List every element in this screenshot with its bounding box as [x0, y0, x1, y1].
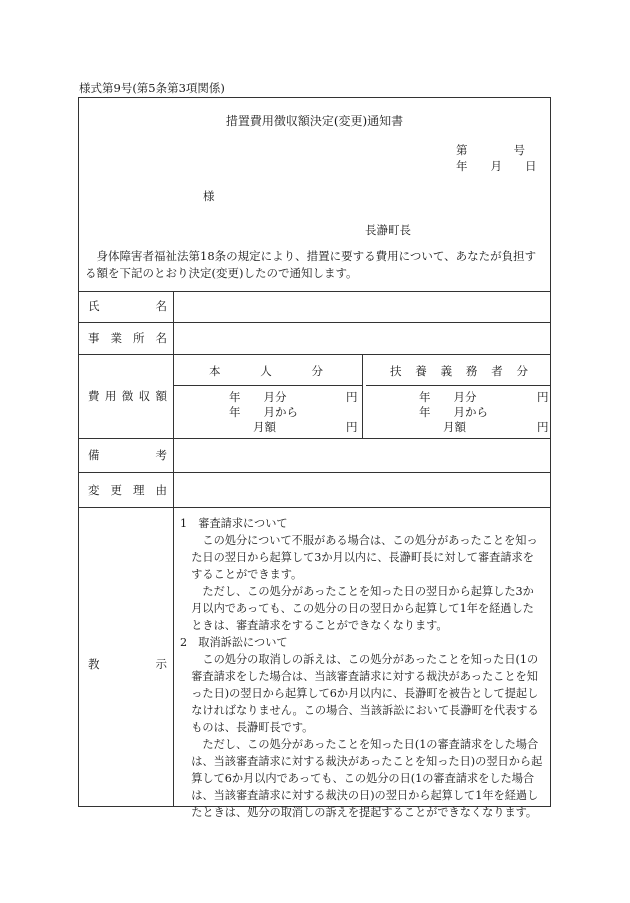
addressee-suffix: 様: [203, 189, 215, 203]
change-reason-label: 変 更 理 由: [88, 483, 167, 497]
row-divider: [79, 291, 550, 292]
issuer-name: 長瀞町長: [365, 223, 411, 237]
row-divider: [79, 322, 550, 323]
supporter-monthly-label: 月額: [443, 420, 466, 434]
self-monthly-yen: 円: [346, 420, 358, 434]
instruction-heading-1: 1 審査請求について: [180, 517, 288, 530]
row-divider: [79, 354, 550, 355]
instruction-label: 教 示: [88, 657, 167, 671]
supporter-monthly-yen: 円: [537, 420, 549, 434]
supporter-from-month: 年 月から: [419, 405, 488, 419]
fee-subheader-line: [366, 385, 550, 386]
fee-label: 費 用 徴 収 額: [88, 389, 167, 403]
instruction-paragraph-2: ただし、この処分があったことを知った日の翌日から起算した3か月以内であっても、この処分の日の翌日から起算して1年を経過したときは、審査請求をすることができなくなります。: [191, 585, 534, 632]
document-title: 措置費用徴収額決定(変更)通知書: [225, 114, 404, 128]
self-month-portion: 年 月分: [229, 390, 287, 404]
fee-subheader-line: [173, 385, 362, 386]
office-name-label: 事 業 所 名: [88, 331, 167, 345]
row-divider: [79, 472, 550, 473]
notice-paragraph: 身体障害者福祉法第18条の規定により、措置に要する費用について、あなたが負担する額を下記のとおり決定(変更)したので通知します。: [85, 249, 537, 280]
self-from-month: 年 月から: [229, 405, 298, 419]
form-number-label: 様式第9号(第5条第3項関係): [79, 81, 225, 95]
self-yen: 円: [346, 390, 358, 404]
instruction-paragraph-1: この処分について不服がある場合は、この処分があったことを知った日の翌日から起算して3か月以内に、長瀞町長に対して審査請求をすることができます。: [191, 534, 538, 581]
column-divider: [173, 291, 174, 807]
self-monthly-label: 月額: [253, 420, 276, 434]
supporter-month-portion: 年 月分: [419, 390, 477, 404]
row-divider: [79, 438, 550, 439]
supporter-yen: 円: [537, 390, 549, 404]
document-number: 第 号: [456, 143, 525, 157]
instruction-body: [180, 515, 544, 821]
document-date: 年 月 日: [456, 159, 537, 173]
row-divider: [79, 507, 550, 508]
instruction-heading-2: 2 取消訴訟について: [180, 636, 288, 649]
fee-column-divider: [362, 354, 363, 438]
instruction-paragraph-4: ただし、この処分があったことを知った日(1の審査請求をした場合は、当該審査請求に対する裁決があったことを知った日)の翌日から起算して6か月以内であっても、この処分の日(1の審査請求をした場合は、当該審査請求に対する裁決の日)の翌日から起算して1年を経過したときは、処分の取消しの訴えを提起することができなくなります。: [191, 738, 543, 819]
remarks-label: 備 考: [88, 448, 167, 462]
notice-form: [78, 97, 551, 819]
self-portion-header: 本 人 分: [209, 364, 323, 378]
instruction-paragraph-3: この処分の取消しの訴えは、この処分があったことを知った日(1の審査請求をした場合は、当該審査請求に対する裁決があったことを知った日)の翌日から起算して6か月以内に、長瀞町を被告として提起しなければなりません。この場合、当該訴訟において長瀞町を代表するものは、長瀞町長です。: [191, 653, 539, 734]
supporter-portion-header: 扶 養 義 務 者 分: [390, 364, 528, 378]
name-label: 氏 名: [88, 299, 167, 313]
